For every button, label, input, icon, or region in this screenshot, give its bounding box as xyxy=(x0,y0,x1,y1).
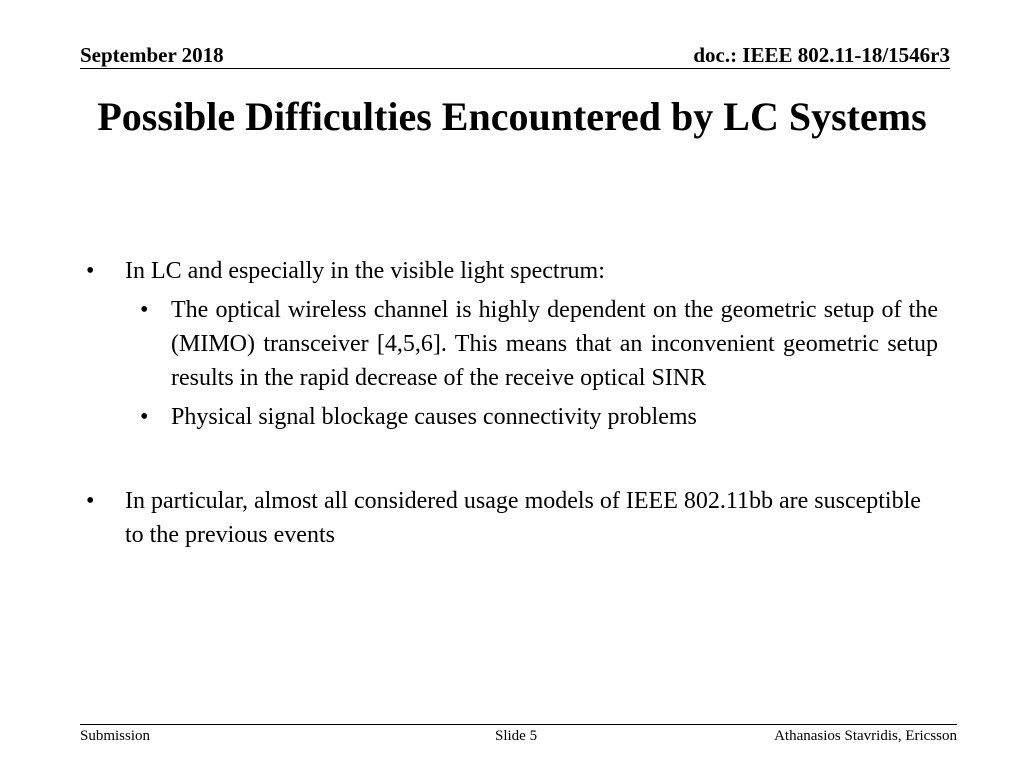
header-date: September 2018 xyxy=(80,43,224,67)
footer-slide-number: Slide 5 xyxy=(495,728,538,744)
sub-bullet-marker: • xyxy=(140,297,149,323)
bullet-marker: • xyxy=(86,258,95,284)
bullet-marker: • xyxy=(86,488,95,514)
footer-author: Athanasios Stavridis, Ericsson xyxy=(774,728,957,744)
slide-title: Possible Difficulties Encountered by LC Systems xyxy=(97,94,927,139)
sub-bullet-item xyxy=(80,293,938,395)
sub-bullet-text: The optical wireless channel is highly dependent on the geometric setup of the (MIMO) transceiver [4,5,6]. This means that an inconvenient geometric setup results in the rapid decrease of the receive optical SINR xyxy=(171,297,938,391)
bullet-text: In LC and especially in the visible light spectrum: xyxy=(125,258,605,284)
sub-bullet-text: Physical signal blockage causes connectivity problems xyxy=(171,404,697,430)
bullet-item xyxy=(80,484,938,552)
header-doc-id: doc.: IEEE 802.11-18/1546r3 xyxy=(693,43,950,67)
slide-body xyxy=(80,254,938,552)
header-divider xyxy=(80,68,950,69)
sub-bullet-item xyxy=(80,400,938,434)
bullet-text: In particular, almost all considered usage models of IEEE 802.11bb are susceptible to the previous events xyxy=(125,488,921,548)
bullet-item xyxy=(80,254,938,288)
footer-divider xyxy=(80,724,957,725)
footer-submission: Submission xyxy=(80,728,151,744)
sub-bullet-marker: • xyxy=(140,404,149,430)
